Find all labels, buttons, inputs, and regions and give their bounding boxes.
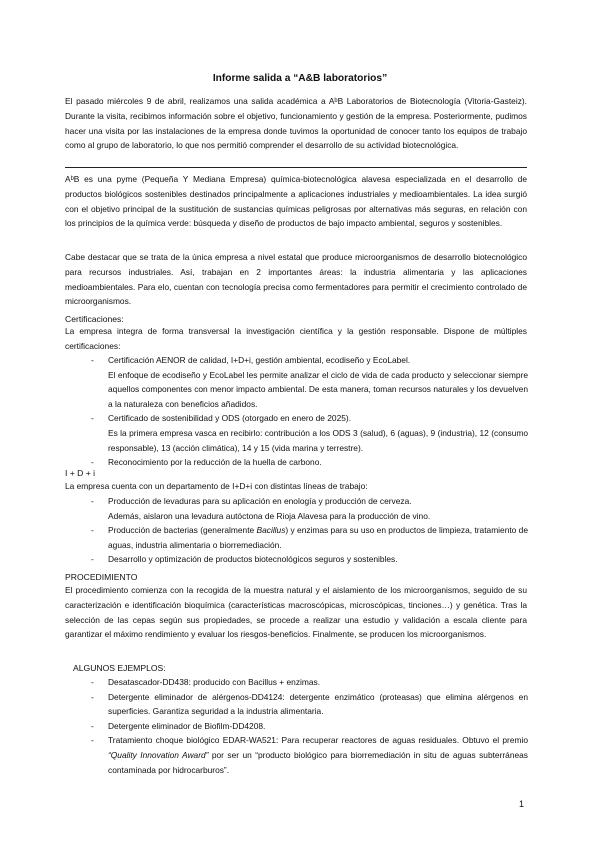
dash-bullet: - [91,735,94,746]
list-item [91,552,528,567]
certification-detail: El enfoque de ecodiseño y EcoLabel les permite analizar el ciclo de vida de cada producto y seleccionar siempre aquellos componentes con menor impacto ambiental. De esta manera, toman recursos naturales y los devuelven a la naturaleza con beneficios añadidos. [108,369,528,409]
certification-title: Reconocimiento por la reducción de la huella de carbono. [108,457,322,468]
dash-bullet: - [91,554,94,565]
examples-heading: ALGUNOS EJEMPLOS: [73,663,166,673]
list-item [91,455,528,470]
highlight-paragraph: Cabe destacar que se trata de la única empresa a nivel estatal que produce microorganismos de desarrollo biotecnológico para recursos industriales. Así, trabajan en 2 importantes áreas: la industria alimentaria y las aplicaciones medioambientales. Para elo, cuentan con tecnología precisa como fermentadores para permitir el crecimiento controlado de microorganismos. [65,252,527,307]
procedure-heading: PROCEDIMIENTO [65,572,138,582]
dash-bullet: - [91,677,94,687]
dash-bullet: - [91,457,94,468]
dash-bullet: - [91,720,94,731]
certifications-list [91,353,528,470]
certification-detail: Es la primera empresa vasca en recibirlo: contribución a los ODS 3 (salud), 6 (aguas), 9 (industria), 12 (consumo responsable), 13 (acción climática), 14 y 15 (vida marina y terrestre). [108,427,528,453]
certifications-heading: Certificaciones: [65,314,124,324]
list-item [91,719,528,734]
list-item [91,494,528,523]
rdi-list [91,494,528,567]
document-title: Informe salida a “A&B laboratorios” [212,73,388,84]
example-text: Detergente eliminador de alérgenos-DD4124: detergente enzimático (proteasas) que elimina alérgenos en superficies. Garantiza seguridad a la industria alimentaria. [108,691,528,717]
dash-bullet: - [91,525,94,536]
list-item [91,411,528,455]
intro-paragraph: El pasado miércoles 9 de abril, realizamos una salida académica a AᵇB Laboratorios de Biotecnología (Vitoria-Gasteiz). Durante la visita, recibimos información sobre el objetivo, funcionamiento y gestión de la empresa. Posteriormente, pudimos hacer una visita por las instalaciones de la empresa donde tuvimos la oportunidad de conocer tanto los equipos de trabajo como al grupo de laboratorio, lo que nos permitió comprender el desarrollo de su actividad biotecnológica. [65,96,527,151]
list-item [91,690,528,719]
rdi-line-end: ) y enzimas para su uso en productos de limpieza, tratamiento de aguas, industria alimentaria o biorremediación. [108,525,528,550]
dash-bullet: - [91,691,94,702]
horizontal-divider [65,167,527,168]
dash-bullet: - [91,355,94,365]
bacillus-italic: Bacillus [256,525,286,536]
rdi-line: Desarrollo y optimización de productos biotecnológicos seguros y sostenibles. [108,554,398,565]
example-text: Tratamiento choque biológico EDAR-WA521: Para recuperar reactores de aguas residuales. Obtuvo el premio [108,735,528,746]
rdi-intro: La empresa cuenta con un departamento de I+D+i con distintas líneas de trabajo: [65,481,368,491]
example-text: Detergente eliminador de Biofilm-DD4208. [108,720,266,731]
rdi-detail: Además, aislaron una levadura autóctona de Rioja Alavesa para la producción de vino. [108,510,431,521]
certification-title: Certificación AENOR de calidad, I+D+i, gestión ambiental, ecodiseño y EcoLabel. [108,355,411,365]
list-item [91,675,528,690]
rdi-heading: I + D + i [65,468,96,478]
about-paragraph: AᵇB es una pyme (Pequeña Y Mediana Empresa) química-biotecnológica alavesa especializada en el desarrollo de productos biológicos sostenibles destinados principalmente a aplicaciones industriales y medioambientales. La idea surgió con el objetivo principal de la sustitución de sustancias químicas peligrosas por alternativas más seguras, en relación con los principios de la química verde: búsqueda y diseño de productos de bajo impacto ambiental, seguros y sostenibles. [65,174,527,229]
certifications-intro: La empresa integra de forma transversal la investigación científica y la gestión responsable. Dispone de múltiples certificaciones: [65,326,527,351]
page-number: 1 [519,799,525,809]
example-text-end: por ser un “producto biológico para biorremediación in situ de aguas subterráneas contaminada por hidrocarburos”. [108,749,528,775]
certification-title: Certificado de sostenibilidad y ODS (otorgado en enero de 2025). [108,413,352,424]
list-item [91,733,528,777]
list-item [91,523,528,552]
example-text: Desatascador-DD438: producido con Bacillus + enzimas. [108,677,321,687]
procedure-paragraph: El procedimiento comienza con la recogida de la muestra natural y el aislamiento de los microorganismos, seguido de su caracterización e identificación bioquímica (características macroscópicas, microscópicas, tinciones…) y genética. Tras la selección de las cepas según sus propiedades, se procede a realizar una estudio y validación a escala cliente para garantizar el máximo rendimiento y evaluar los riesgos-beneficios. Finalmente, se producen los microorganismos. [65,585,527,640]
rdi-line: Producción de bacterias (generalmente [108,525,257,536]
list-item [91,353,528,411]
examples-list [91,675,528,777]
dash-bullet: - [91,413,94,424]
award-name-italic: “Quality Innovation Award” [108,749,209,760]
dash-bullet: - [91,496,94,506]
rdi-line: Producción de levaduras para su aplicación en enología y producción de cerveza. [108,496,412,506]
